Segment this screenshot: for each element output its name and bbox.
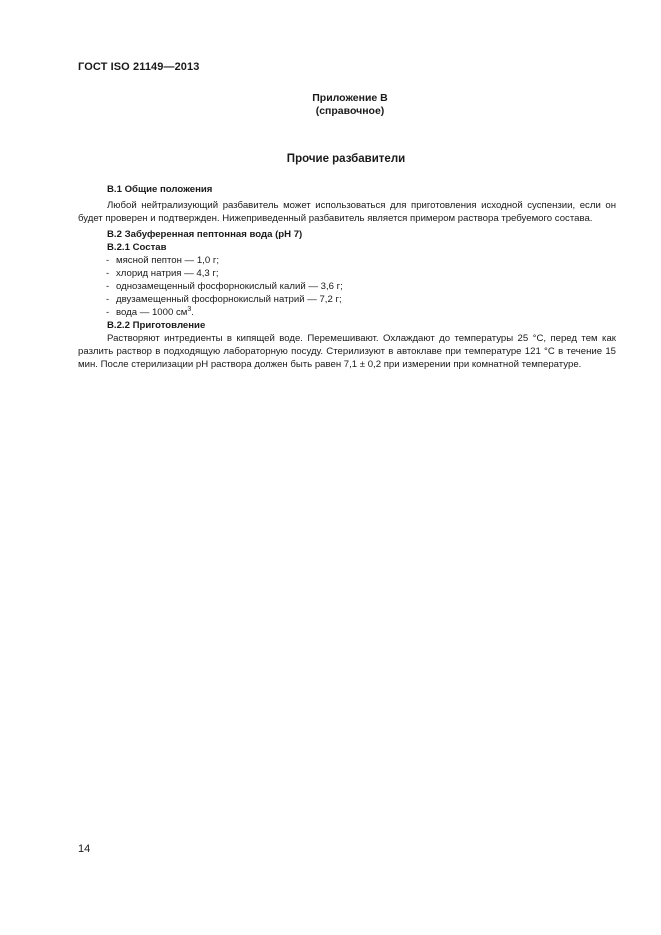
document-body bbox=[78, 183, 616, 371]
page-number: 14 bbox=[78, 843, 91, 855]
document-title: Прочие разбавители bbox=[286, 153, 406, 165]
list-item: - мясной пептон — 1,0 г; bbox=[106, 255, 219, 266]
appendix-label: Приложение В bbox=[312, 92, 388, 104]
standard-id: ГОСТ ISO 21149—2013 bbox=[78, 61, 200, 73]
appendix-heading bbox=[0, 92, 661, 118]
list-item: - двузамещенный фосфорнокислый натрий — 7,2 г; bbox=[106, 294, 342, 305]
composition-list bbox=[78, 254, 616, 319]
preparation-text: Растворяют интредиенты в кипящей воде. Перемешивают. Охлаждают до температуры 25 °С, перед тем как разлить раствор в подходящую лабораторную посуду. Стерилизуют в автоклаве при температуре 121 °С в течение 15 мин. После стерилизации pH раствора должен быть равен 7,1 ± 0,2 при измерении при комнатной температуре. bbox=[78, 333, 616, 370]
section-text-general: Любой нейтрализующий разбавитель может использоваться для приготовления исходной суспензии, если он будет проверен и подтвержден. Нижеприведенный разбавитель является примером раствора требуемого состава. bbox=[78, 200, 616, 224]
list-item: - хлорид натрия — 4,3 г; bbox=[106, 268, 219, 279]
subsection-heading-preparation: В.2.2 Приготовление bbox=[107, 320, 206, 331]
section-heading-general: В.1 Общие положения bbox=[107, 184, 213, 195]
list-item: - однозамещенный фосфорнокислый калий — 3,6 г; bbox=[106, 281, 343, 292]
subsection-heading-composition: В.2.1 Состав bbox=[107, 242, 167, 253]
list-item: - вода — 1000 $см^3$. bbox=[106, 305, 194, 318]
appendix-type: (справочное) bbox=[315, 105, 385, 117]
section-heading-buffered: В.2 Забуференная пептонная вода (pH 7) bbox=[107, 229, 303, 240]
